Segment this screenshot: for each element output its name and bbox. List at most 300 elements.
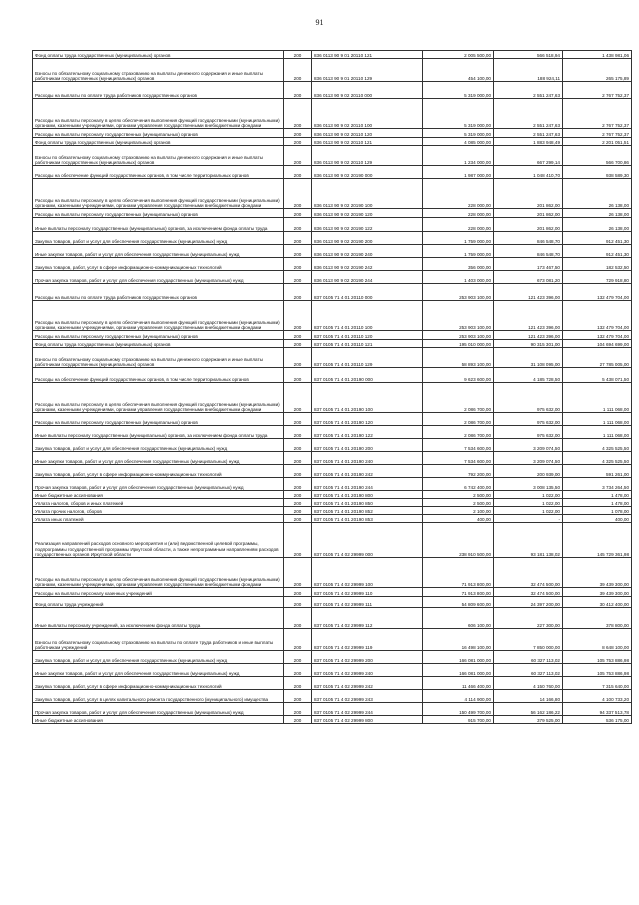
row-code-cell: 200	[284, 368, 312, 383]
row-plan-cell: 2 086 700,00	[423, 426, 494, 439]
row-kbk-cell: 836 0113 90 9 02 20190 122	[312, 218, 423, 232]
table-row	[33, 331, 632, 340]
row-kbk-cell: 837 0105 71 4 02 29999 243	[312, 690, 423, 703]
row-kbk-cell: 836 0113 90 9 02 20110 120	[312, 129, 423, 138]
row-name-cell: Иные выплаты персоналу государственных (муниципальных) органов, за исключением фонда оплаты труда	[33, 218, 284, 232]
row-code-cell: 200	[284, 179, 312, 209]
row-remainder-cell: 1 478,00	[563, 499, 632, 507]
row-executed-cell: 200 939,00	[494, 465, 563, 478]
row-code-cell: 200	[284, 507, 312, 515]
row-plan-cell: 228 000,00	[423, 218, 494, 232]
row-executed-cell: 201 862,00	[494, 179, 563, 209]
row-name-cell: Фонд оплаты труда государственных (муниципальных) органов	[33, 138, 284, 146]
row-remainder-cell: 132 479 704,00	[563, 284, 632, 301]
table-row	[33, 179, 632, 209]
row-remainder-cell: 30 412 400,00	[563, 597, 632, 608]
row-code-cell: 200	[284, 258, 312, 271]
row-remainder-cell: 912 451,30	[563, 245, 632, 258]
row-kbk-cell: 837 0105 71 4 02 29999 244	[312, 703, 423, 716]
row-plan-cell: 195 010 000,00	[423, 340, 494, 348]
row-remainder-cell: 26 138,00	[563, 179, 632, 209]
row-kbk-cell: 837 0105 71 4 01 20190 000	[312, 368, 423, 383]
row-remainder-cell: 4 325 525,50	[563, 452, 632, 465]
table-row	[33, 82, 632, 99]
row-executed-cell: 31 108 095,00	[494, 348, 563, 368]
row-name-cell: Расходы на выплаты по оплате труда работников государственных органов	[33, 82, 284, 99]
row-name-cell: Иные выплаты персоналу государственных (муниципальных) органов, за исключением фонда оплаты труда	[33, 426, 284, 439]
table-row	[33, 348, 632, 368]
row-name-cell: Иные закупки товаров, работ и услуг для обеспечения государственных (муниципальных) нужд	[33, 664, 284, 677]
row-plan-cell: 792 200,00	[423, 465, 494, 478]
row-plan-cell: 7 534 600,00	[423, 452, 494, 465]
row-code-cell: 200	[284, 209, 312, 218]
row-kbk-cell: 837 0105 71 4 02 29999 800	[312, 716, 423, 724]
row-plan-cell: 58 893 100,00	[423, 348, 494, 368]
table-row	[33, 138, 632, 146]
row-name-cell: Иные бюджетные ассигнования	[33, 716, 284, 724]
row-kbk-cell: 837 0105 71 4 02 29999 242	[312, 677, 423, 690]
row-executed-cell: 3 209 074,50	[494, 439, 563, 452]
table-row	[33, 690, 632, 703]
row-name-cell: Прочая закупка товаров, работ и услуг для обеспечения государственных (муниципальных) нужд	[33, 703, 284, 716]
row-code-cell: 200	[284, 439, 312, 452]
row-remainder-cell: 8 648 100,00	[563, 629, 632, 651]
row-executed-cell: 60 327 113,02	[494, 664, 563, 677]
row-kbk-cell: 836 0113 90 9 02 20110 129	[312, 146, 423, 166]
row-remainder-cell: 105 753 886,98	[563, 664, 632, 677]
row-code-cell: 200	[284, 491, 312, 499]
table-row	[33, 218, 632, 232]
row-kbk-cell: 837 0105 71 4 02 29999 110	[312, 588, 423, 597]
row-name-cell: Расходы на обеспечение функций государственных органов, в том числе территориальных органов	[33, 368, 284, 383]
row-remainder-cell: 566 700,86	[563, 146, 632, 166]
table-row	[33, 677, 632, 690]
row-name-cell: Реализация направлений расходов основного мероприятия и (или) ведомственной целевой программы, подпрограммы государственной программы Иркутской области, а также непрограммным направлениям расходов государственных органов Иркутской области	[33, 523, 284, 558]
row-code-cell: 200	[284, 452, 312, 465]
row-code-cell: 200	[284, 301, 312, 331]
row-code-cell: 200	[284, 82, 312, 99]
table-row	[33, 51, 632, 59]
table-row	[33, 491, 632, 499]
row-code-cell: 200	[284, 51, 312, 59]
row-kbk-cell: 837 0105 71 4 01 20190 240	[312, 452, 423, 465]
row-remainder-cell: 729 918,80	[563, 271, 632, 284]
row-remainder-cell: 536 175,00	[563, 716, 632, 724]
row-name-cell: Взносы по обязательному социальному страхованию на выплаты денежного содержания и иные выплаты работникам государственных (муниципальных) органов	[33, 348, 284, 368]
table-row	[33, 413, 632, 426]
row-kbk-cell: 837 0105 71 4 01 20190 800	[312, 491, 423, 499]
row-kbk-cell: 837 0105 71 4 02 29999 119	[312, 629, 423, 651]
row-name-cell: Расходы на выплаты по оплате труда работников государственных органов	[33, 284, 284, 301]
table-row	[33, 258, 632, 271]
row-plan-cell: 150 499 700,00	[423, 703, 494, 716]
row-name-cell: Закупка товаров, работ и услуг для обеспечения государственных (муниципальных) нужд	[33, 439, 284, 452]
row-remainder-cell: 7 315 640,00	[563, 677, 632, 690]
row-plan-cell: 166 081 000,00	[423, 651, 494, 664]
row-name-cell: Закупка товаров, работ, услуг в целях капитального ремонта государственного (муниципального) имущества	[33, 690, 284, 703]
row-executed-cell: 121 423 396,00	[494, 284, 563, 301]
row-kbk-cell: 836 0113 90 9 02 20190 120	[312, 209, 423, 218]
row-plan-cell: 228 000,00	[423, 179, 494, 209]
row-remainder-cell: 39 439 300,00	[563, 588, 632, 597]
row-plan-cell: 915 700,00	[423, 716, 494, 724]
row-executed-cell: 2 551 247,63	[494, 99, 563, 129]
row-remainder-cell: 2 201 051,51	[563, 138, 632, 146]
row-code-cell: 200	[284, 588, 312, 597]
row-remainder-cell: 4 100 733,20	[563, 690, 632, 703]
row-code-cell: 200	[284, 99, 312, 129]
row-kbk-cell: 836 0113 90 9 02 20190 240	[312, 245, 423, 258]
row-remainder-cell: 378 800,00	[563, 608, 632, 629]
row-executed-cell: 846 548,70	[494, 232, 563, 245]
row-remainder-cell: 27 785 005,00	[563, 348, 632, 368]
table-row	[33, 245, 632, 258]
table-row	[33, 426, 632, 439]
row-remainder-cell: 1 438 981,06	[563, 51, 632, 59]
row-kbk-cell: 836 0113 90 9 02 20110 000	[312, 82, 423, 99]
row-plan-cell: 4 114 900,00	[423, 690, 494, 703]
row-remainder-cell: 938 589,30	[563, 166, 632, 179]
table-row	[33, 439, 632, 452]
row-executed-cell: 1 048 410,70	[494, 166, 563, 179]
row-kbk-cell: 837 0105 71 4 02 29999 000	[312, 523, 423, 558]
row-code-cell: 200	[284, 664, 312, 677]
row-kbk-cell: 837 0105 71 4 01 20110 100	[312, 301, 423, 331]
row-executed-cell: 1 883 948,49	[494, 138, 563, 146]
table-row	[33, 301, 632, 331]
row-executed-cell: 173 467,50	[494, 258, 563, 271]
row-code-cell: 200	[284, 515, 312, 523]
row-name-cell: Расходы на выплаты персоналу в целях обеспечения выполнения функций государственными (муниципальными) органами, казенными учреждениями, органами управления государственными внебюджетными фондами	[33, 301, 284, 331]
row-remainder-cell: 1 111 068,00	[563, 383, 632, 413]
row-executed-cell: 1 022,00	[494, 499, 563, 507]
row-code-cell: 200	[284, 129, 312, 138]
row-plan-cell: 606 100,00	[423, 608, 494, 629]
table-row	[33, 383, 632, 413]
row-code-cell: 200	[284, 690, 312, 703]
row-kbk-cell: 837 0105 71 4 01 20190 122	[312, 426, 423, 439]
row-name-cell: Расходы на выплаты персоналу государственных (муниципальных) органов	[33, 209, 284, 218]
table-row	[33, 558, 632, 588]
row-code-cell: 200	[284, 677, 312, 690]
row-executed-cell: -	[494, 515, 563, 523]
row-executed-cell: 3 008 135,50	[494, 478, 563, 491]
row-name-cell: Расходы на выплаты персоналу государственных (муниципальных) органов	[33, 129, 284, 138]
row-code-cell: 200	[284, 413, 312, 426]
row-executed-cell: 32 474 500,00	[494, 558, 563, 588]
row-name-cell: Уплата иных платежей	[33, 515, 284, 523]
row-kbk-cell: 837 0105 71 4 01 20190 850	[312, 499, 423, 507]
row-name-cell: Иные выплаты персоналу учреждений, за исключением фонда оплаты труда	[33, 608, 284, 629]
row-code-cell: 200	[284, 465, 312, 478]
row-executed-cell: 201 862,00	[494, 209, 563, 218]
row-kbk-cell: 837 0105 71 4 01 20110 120	[312, 331, 423, 340]
row-remainder-cell: 1 078,00	[563, 507, 632, 515]
row-code-cell: 200	[284, 558, 312, 588]
row-kbk-cell: 836 0113 90 9 02 20190 000	[312, 166, 423, 179]
row-remainder-cell: 4 325 525,50	[563, 439, 632, 452]
row-kbk-cell: 837 0105 71 4 01 20190 100	[312, 383, 423, 413]
row-code-cell: 200	[284, 383, 312, 413]
row-kbk-cell: 836 0113 90 9 02 20110 121	[312, 138, 423, 146]
row-plan-cell: 1 234 000,00	[423, 146, 494, 166]
row-remainder-cell: 1 478,00	[563, 491, 632, 499]
row-code-cell: 200	[284, 716, 312, 724]
row-remainder-cell: 132 479 704,00	[563, 331, 632, 340]
row-remainder-cell: 591 261,00	[563, 465, 632, 478]
row-remainder-cell: 182 532,50	[563, 258, 632, 271]
row-name-cell: Иные закупки товаров, работ и услуг для обеспечения государственных (муниципальных) нужд	[33, 245, 284, 258]
row-executed-cell: 93 181 138,02	[494, 523, 563, 558]
row-executed-cell: 1 022,00	[494, 507, 563, 515]
row-name-cell: Уплата прочих налогов, сборов	[33, 507, 284, 515]
row-kbk-cell: 837 0105 71 4 01 20110 129	[312, 348, 423, 368]
row-executed-cell: 2 551 247,63	[494, 82, 563, 99]
table-row	[33, 664, 632, 677]
row-name-cell: Закупка товаров, работ, услуг в сфере информационно-коммуникационных технологий	[33, 677, 284, 690]
table-row	[33, 209, 632, 218]
row-plan-cell: 253 903 100,00	[423, 284, 494, 301]
table-row	[33, 507, 632, 515]
row-plan-cell: 1 403 000,00	[423, 271, 494, 284]
row-code-cell: 200	[284, 271, 312, 284]
row-kbk-cell: 836 0113 90 9 01 20110 121	[312, 51, 423, 59]
row-plan-cell: 1 987 000,00	[423, 166, 494, 179]
row-remainder-cell: 105 753 886,98	[563, 651, 632, 664]
row-remainder-cell: 145 729 361,98	[563, 523, 632, 558]
row-plan-cell: 11 466 400,00	[423, 677, 494, 690]
row-code-cell: 200	[284, 499, 312, 507]
row-code-cell: 200	[284, 218, 312, 232]
row-name-cell: Прочая закупка товаров, работ и услуг для обеспечения государственных (муниципальных) нужд	[33, 478, 284, 491]
row-name-cell: Закупка товаров, работ, услуг в сфере информационно-коммуникационных технологий	[33, 465, 284, 478]
row-code-cell: 200	[284, 284, 312, 301]
row-executed-cell: 566 518,94	[494, 51, 563, 59]
row-executed-cell: 4 185 728,50	[494, 368, 563, 383]
row-plan-cell: 5 319 000,00	[423, 129, 494, 138]
row-executed-cell: 975 632,00	[494, 426, 563, 439]
row-remainder-cell: 5 438 071,50	[563, 368, 632, 383]
row-kbk-cell: 836 0113 90 9 02 20190 100	[312, 179, 423, 209]
row-name-cell: Прочая закупка товаров, работ и услуг для обеспечения государственных (муниципальных) нужд	[33, 271, 284, 284]
row-code-cell: 200	[284, 651, 312, 664]
row-remainder-cell: 912 451,30	[563, 232, 632, 245]
row-code-cell: 200	[284, 348, 312, 368]
row-plan-cell: 71 913 800,00	[423, 588, 494, 597]
row-name-cell: Закупка товаров, работ и услуг для обеспечения государственных (муниципальных) нужд	[33, 651, 284, 664]
table-body	[33, 51, 632, 724]
budget-execution-table	[32, 50, 632, 724]
row-code-cell: 200	[284, 608, 312, 629]
row-remainder-cell: 2 767 752,37	[563, 129, 632, 138]
row-name-cell: Расходы на выплаты персоналу в целях обеспечения выполнения функций государственными (муниципальными) органами, казенными учреждениями, органами управления государственными внебюджетными фондами	[33, 179, 284, 209]
row-plan-cell: 2 086 700,00	[423, 413, 494, 426]
row-kbk-cell: 836 0113 90 9 02 20190 242	[312, 258, 423, 271]
row-kbk-cell: 836 0113 90 9 02 20190 200	[312, 232, 423, 245]
row-kbk-cell: 837 0105 71 4 02 29999 112	[312, 608, 423, 629]
row-kbk-cell: 837 0105 71 4 01 20110 121	[312, 340, 423, 348]
row-plan-cell: 71 913 800,00	[423, 558, 494, 588]
table-row	[33, 499, 632, 507]
row-executed-cell: 379 525,00	[494, 716, 563, 724]
row-kbk-cell: 836 0113 90 9 01 20110 129	[312, 59, 423, 82]
row-executed-cell: 90 315 301,00	[494, 340, 563, 348]
row-executed-cell: 1 022,00	[494, 491, 563, 499]
row-executed-cell: 975 632,00	[494, 413, 563, 426]
row-code-cell: 200	[284, 232, 312, 245]
row-name-cell: Расходы на выплаты персоналу в целях обеспечения выполнения функций государственными (муниципальными) органами, казенными учреждениями, органами управления государственными внебюджетными фондами	[33, 99, 284, 129]
row-kbk-cell: 837 0105 71 4 02 29999 111	[312, 597, 423, 608]
row-remainder-cell: 1 111 068,00	[563, 413, 632, 426]
row-plan-cell: 228 000,00	[423, 209, 494, 218]
row-plan-cell: 238 910 500,00	[423, 523, 494, 558]
table-row	[33, 59, 632, 82]
row-name-cell: Фонд оплаты труда учреждений	[33, 597, 284, 608]
row-executed-cell: 3 209 074,50	[494, 452, 563, 465]
row-name-cell: Уплата налогов, сборов и иных платежей	[33, 499, 284, 507]
table-row	[33, 166, 632, 179]
row-kbk-cell: 837 0105 71 4 01 20190 242	[312, 465, 423, 478]
table-row	[33, 146, 632, 166]
row-plan-cell: 2 086 700,00	[423, 383, 494, 413]
table-row	[33, 232, 632, 245]
row-plan-cell: 2 100,00	[423, 507, 494, 515]
table-row	[33, 129, 632, 138]
row-name-cell: Иные бюджетные ассигнования	[33, 491, 284, 499]
row-code-cell: 200	[284, 166, 312, 179]
row-plan-cell: 2 005 500,00	[423, 51, 494, 59]
row-executed-cell: 201 862,00	[494, 218, 563, 232]
table-row	[33, 284, 632, 301]
row-kbk-cell: 837 0105 71 4 02 29999 200	[312, 651, 423, 664]
row-executed-cell: 60 327 113,02	[494, 651, 563, 664]
row-remainder-cell: 26 138,00	[563, 218, 632, 232]
row-name-cell: Расходы на выплаты персоналу в целях обеспечения выполнения функций государственными (муниципальными) органами, казенными учреждениями, органами управления государственными внебюджетными фондами	[33, 383, 284, 413]
row-remainder-cell: 39 439 300,00	[563, 558, 632, 588]
row-remainder-cell: 104 694 699,00	[563, 340, 632, 348]
row-code-cell: 200	[284, 59, 312, 82]
table-row	[33, 588, 632, 597]
table-row	[33, 515, 632, 523]
row-plan-cell: 54 809 600,00	[423, 597, 494, 608]
row-kbk-cell: 837 0105 71 4 01 20110 000	[312, 284, 423, 301]
row-executed-cell: 4 150 760,00	[494, 677, 563, 690]
row-name-cell: Фонд оплаты труда государственных (муниципальных) органов	[33, 51, 284, 59]
row-name-cell: Расходы на выплаты персоналу государственных (муниципальных) органов	[33, 331, 284, 340]
row-executed-cell: 667 299,14	[494, 146, 563, 166]
table-row	[33, 703, 632, 716]
table-row	[33, 716, 632, 724]
row-code-cell: 200	[284, 146, 312, 166]
row-name-cell: Расходы на выплаты персоналу казенных учреждений	[33, 588, 284, 597]
row-kbk-cell: 837 0105 71 4 02 29999 240	[312, 664, 423, 677]
table-row	[33, 597, 632, 608]
table-row	[33, 651, 632, 664]
row-remainder-cell: 26 138,00	[563, 209, 632, 218]
table-row	[33, 271, 632, 284]
row-kbk-cell: 836 0113 90 9 02 20110 100	[312, 99, 423, 129]
row-executed-cell: 24 397 200,00	[494, 597, 563, 608]
row-plan-cell: 6 742 400,00	[423, 478, 494, 491]
row-code-cell: 200	[284, 597, 312, 608]
row-plan-cell: 1 759 000,00	[423, 232, 494, 245]
row-plan-cell: 253 903 100,00	[423, 331, 494, 340]
row-executed-cell: 227 300,00	[494, 608, 563, 629]
table-row	[33, 523, 632, 558]
row-name-cell: Фонд оплаты труда государственных (муниципальных) органов	[33, 340, 284, 348]
row-plan-cell: 1 759 000,00	[423, 245, 494, 258]
table-row	[33, 452, 632, 465]
row-name-cell: Иные закупки товаров, работ и услуг для обеспечения государственных (муниципальных) нужд	[33, 452, 284, 465]
row-plan-cell: 16 498 100,00	[423, 629, 494, 651]
row-plan-cell: 253 903 100,00	[423, 301, 494, 331]
row-plan-cell: 400,00	[423, 515, 494, 523]
row-kbk-cell: 837 0105 71 4 01 20190 200	[312, 439, 423, 452]
row-executed-cell: 846 548,70	[494, 245, 563, 258]
table-row	[33, 340, 632, 348]
row-remainder-cell: 2 767 752,37	[563, 82, 632, 99]
row-kbk-cell: 837 0105 71 4 01 20190 244	[312, 478, 423, 491]
table-row	[33, 368, 632, 383]
row-executed-cell: 14 166,80	[494, 690, 563, 703]
row-executed-cell: 121 423 396,00	[494, 331, 563, 340]
row-name-cell: Расходы на выплаты персоналу государственных (муниципальных) органов	[33, 413, 284, 426]
row-plan-cell: 5 319 000,00	[423, 82, 494, 99]
row-remainder-cell: 1 111 068,00	[563, 426, 632, 439]
row-executed-cell: 32 474 500,00	[494, 588, 563, 597]
row-code-cell: 200	[284, 340, 312, 348]
row-kbk-cell: 837 0105 71 4 01 20190 853	[312, 515, 423, 523]
page-number: 91	[315, 18, 324, 27]
row-plan-cell: 4 085 000,00	[423, 138, 494, 146]
row-code-cell: 200	[284, 629, 312, 651]
row-plan-cell: 2 500,00	[423, 499, 494, 507]
row-remainder-cell: 400,00	[563, 515, 632, 523]
row-plan-cell: 5 319 000,00	[423, 99, 494, 129]
row-kbk-cell: 837 0105 71 4 01 20190 852	[312, 507, 423, 515]
row-plan-cell: 454 100,00	[423, 59, 494, 82]
row-name-cell: Закупка товаров, работ и услуг для обеспечения государственных (муниципальных) нужд	[33, 232, 284, 245]
row-remainder-cell: 94 337 513,78	[563, 703, 632, 716]
row-remainder-cell: 132 479 704,00	[563, 301, 632, 331]
row-code-cell: 200	[284, 478, 312, 491]
row-plan-cell: 356 000,00	[423, 258, 494, 271]
row-executed-cell: 975 632,00	[494, 383, 563, 413]
row-code-cell: 200	[284, 523, 312, 558]
row-name-cell: Расходы на обеспечение функций государственных органов, в том числе территориальных органов	[33, 166, 284, 179]
table-row	[33, 99, 632, 129]
row-kbk-cell: 837 0105 71 4 01 20190 120	[312, 413, 423, 426]
row-code-cell: 200	[284, 426, 312, 439]
row-remainder-cell: 2 767 752,37	[563, 99, 632, 129]
row-plan-cell: 7 534 600,00	[423, 439, 494, 452]
row-executed-cell: 188 924,11	[494, 59, 563, 82]
row-name-cell: Взносы по обязательному социальному страхованию на выплаты по оплате труда работников и иные выплаты работникам учреждений	[33, 629, 284, 651]
row-remainder-cell: 3 734 264,50	[563, 478, 632, 491]
row-name-cell: Расходы на выплаты персоналу в целях обеспечения выполнения функций государственными (муниципальными) органами, казенными учреждениями, органами управления государственными внебюджетными фондами	[33, 558, 284, 588]
table-row	[33, 608, 632, 629]
row-code-cell: 200	[284, 331, 312, 340]
table-row	[33, 629, 632, 651]
row-kbk-cell: 837 0105 71 4 02 29999 100	[312, 558, 423, 588]
row-plan-cell: 9 623 600,00	[423, 368, 494, 383]
row-executed-cell: 56 162 186,22	[494, 703, 563, 716]
row-executed-cell: 121 423 396,00	[494, 301, 563, 331]
row-executed-cell: 673 081,20	[494, 271, 563, 284]
row-name-cell: Закупка товаров, работ, услуг в сфере информационно-коммуникационных технологий	[33, 258, 284, 271]
row-plan-cell: 2 500,00	[423, 491, 494, 499]
table-row	[33, 478, 632, 491]
